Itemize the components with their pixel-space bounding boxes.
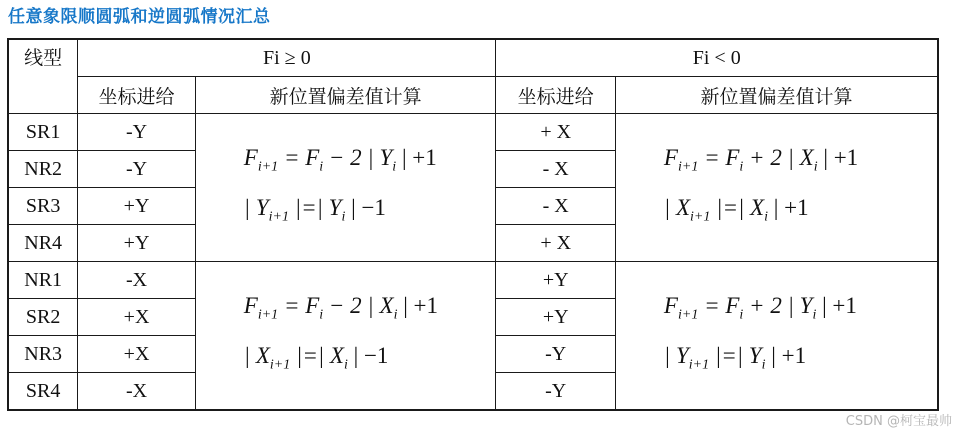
feed-right-cell: -Y bbox=[496, 336, 615, 373]
header-calc-left: 新位置偏差值计算 bbox=[195, 77, 496, 114]
formula-line-2: | $Y_{i+1}$ |=| $Y_i$ | +1 bbox=[663, 342, 807, 373]
feed-right-cell: + X bbox=[496, 225, 615, 262]
line-type-cell: NR2 bbox=[8, 151, 78, 188]
line-type-cell: NR3 bbox=[8, 336, 78, 373]
watermark: CSDN @柯宝最帅 bbox=[845, 414, 952, 429]
line-type-cell: NR4 bbox=[8, 225, 78, 262]
formula-line-2: | $X_{i+1}$ |=| $X_i$ | +1 bbox=[663, 194, 809, 225]
feed-left-cell: +X bbox=[78, 299, 195, 336]
formula-bottom-left bbox=[195, 262, 496, 411]
feed-right-cell: - X bbox=[496, 151, 615, 188]
feed-left-cell: +X bbox=[78, 336, 195, 373]
formula-line-1: $F_{i+1} = F_i + 2$ | $X_i$ | +1 bbox=[663, 144, 859, 175]
formula-top-right bbox=[615, 114, 938, 262]
feed-right-cell: +Y bbox=[496, 299, 615, 336]
line-type-cell: SR4 bbox=[8, 373, 78, 411]
formula-line-2: | $X_{i+1}$ |=| $X_i$ | −1 bbox=[243, 342, 389, 373]
feed-left-cell: +Y bbox=[78, 225, 195, 262]
line-type-cell: SR1 bbox=[8, 114, 78, 151]
interpolation-table bbox=[7, 38, 939, 411]
formula-top-left bbox=[195, 114, 496, 262]
page-title: 任意象限顺圆弧和逆圆弧情况汇总 bbox=[8, 7, 271, 27]
header-feed-right: 坐标进给 bbox=[496, 77, 615, 114]
line-type-cell: SR2 bbox=[8, 299, 78, 336]
header-line-type: 线型 bbox=[8, 39, 78, 114]
formula-line-1: $F_{i+1} = F_i - 2$ | $X_i$ | +1 bbox=[243, 292, 439, 323]
line-type-cell: NR1 bbox=[8, 262, 78, 299]
header-calc-right: 新位置偏差值计算 bbox=[615, 77, 938, 114]
formula-line-1: $F_{i+1} = F_i + 2$ | $Y_i$ | +1 bbox=[663, 292, 857, 323]
formula-line-1: $F_{i+1} = F_i - 2$ | $Y_i$ | +1 bbox=[243, 144, 437, 175]
table-row bbox=[8, 114, 938, 151]
feed-left-cell: -X bbox=[78, 373, 195, 411]
formula-bottom-right bbox=[615, 262, 938, 411]
feed-right-cell: +Y bbox=[496, 262, 615, 299]
feed-left-cell: -X bbox=[78, 262, 195, 299]
formula-line-2: | $Y_{i+1}$ |=| $Y_i$ | −1 bbox=[243, 194, 386, 225]
header-fi-negative: Fi < 0 bbox=[496, 39, 938, 77]
feed-left-cell: -Y bbox=[78, 151, 195, 188]
feed-left-cell: +Y bbox=[78, 188, 195, 225]
feed-left-cell: -Y bbox=[78, 114, 195, 151]
header-feed-left: 坐标进给 bbox=[78, 77, 195, 114]
header-fi-nonnegative: Fi ≥ 0 bbox=[78, 39, 496, 77]
feed-right-cell: - X bbox=[496, 188, 615, 225]
table-row bbox=[8, 262, 938, 299]
feed-right-cell: -Y bbox=[496, 373, 615, 411]
line-type-cell: SR3 bbox=[8, 188, 78, 225]
feed-right-cell: + X bbox=[496, 114, 615, 151]
